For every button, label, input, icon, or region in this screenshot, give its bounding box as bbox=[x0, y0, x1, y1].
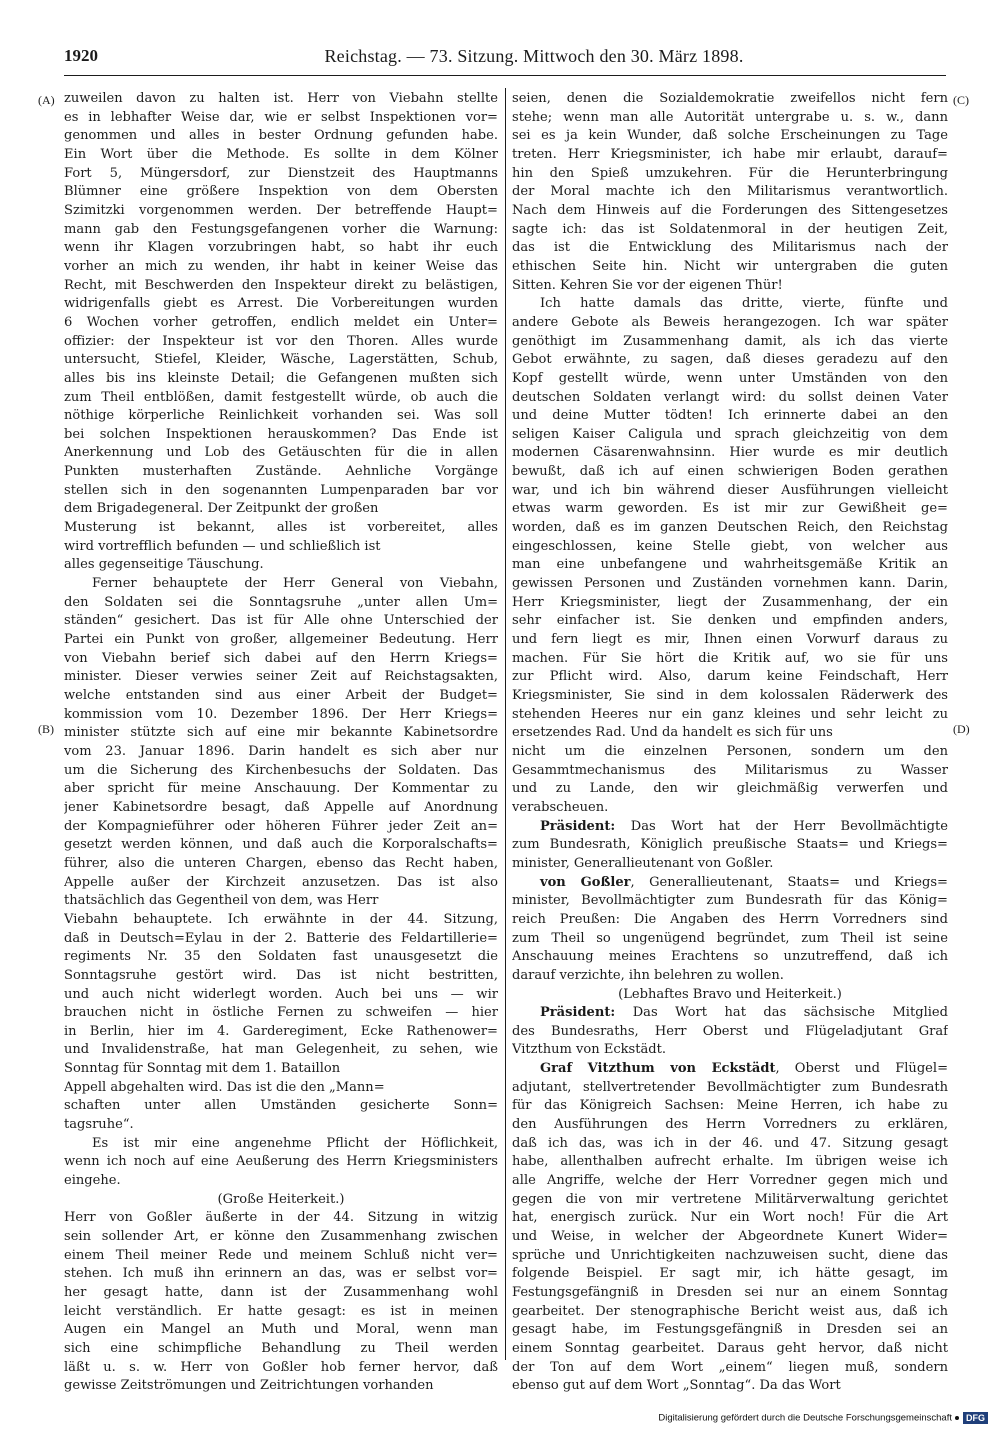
text-line: Sonntag für Sonntag mit dem 1. Bataillon bbox=[64, 1061, 341, 1077]
text-line: verabscheuen. bbox=[512, 799, 609, 815]
text-line: läßt u. s. w. Herr von Goßler hob ferner hervor, daß bbox=[64, 1359, 498, 1375]
text-line: her gesagt hatte, dann ist der Zusammenhang wohl bbox=[64, 1285, 498, 1300]
text-line: Kopf gestellt würde, wenn unter Umständen von den bbox=[512, 370, 948, 386]
text-line: genommen und alles in bester Ordnung gefunden habe. bbox=[64, 128, 498, 144]
text-line: wenn ich noch auf eine Aeußerung des Herrn Kriegsministers bbox=[64, 1154, 498, 1170]
text-line: der Moral machte ich den Militarismus verantwortlich. bbox=[512, 184, 948, 200]
text-line: Kriegsminister, Sie sind in dem kolossalen Räderwerk des bbox=[512, 688, 948, 703]
text-line: seien, denen die Sozialdemokratie zweifellos nicht fern bbox=[512, 91, 948, 106]
text-line: Anerkennung und Lob des Getäuschten für die in allen bbox=[64, 445, 498, 461]
text-line: daß in Deutsch=Eylau in der 2. Batterie des Feldartillerie= bbox=[64, 930, 498, 946]
text-line: etwas warm geworden. Es ist mir zur Gewißheit ge= bbox=[512, 501, 948, 517]
text-line: der Ton auf dem Wort „einem“ liegen muß, sondern bbox=[512, 1359, 948, 1375]
text-line: gewisse Zeitströmungen und Zeitrichtungen vorhanden bbox=[64, 1378, 434, 1394]
text-line: des Bundesraths, Herr Oberst und Flügeladjutant Graf bbox=[512, 1023, 948, 1039]
text-line: widrigenfalls giebt es Arrest. Die Vorbereitungen wurden bbox=[64, 296, 498, 312]
text-line: Punkten musterhaften Zustände. Aehnliche Vorgänge bbox=[64, 464, 498, 480]
text-line: Appell abgehalten wird. Das ist die den „Mann= bbox=[64, 1079, 385, 1095]
margin-marker-b: (B) bbox=[38, 722, 54, 736]
text-line: hat, energisch zurück. Nur ein Wort noch! Für die Art bbox=[512, 1210, 948, 1226]
page-number: 1920 bbox=[64, 46, 98, 65]
right-column bbox=[512, 90, 948, 1396]
text-line: zur Pflicht wird. Also, darum keine Feindschaft, Herr bbox=[512, 669, 948, 685]
text-line: minister, Bevollmächtigter zum Bundesrath für das König= bbox=[512, 893, 948, 909]
text-line: modernen Cäsarenwahnsinn. Hier wurde es mir deutlich bbox=[512, 445, 948, 461]
text-line: thatsächlich das Gegentheil von dem, was Herr bbox=[64, 893, 379, 909]
text-line: stehe; wenn man alle Autorität untergrabe u. s. w., dann bbox=[512, 109, 948, 125]
text-line: der Kompagnieführer oder höheren Führer jeder Zeit an= bbox=[64, 818, 498, 834]
text-line: alles bis ins kleinste Detail; die Gefangenen mußten sich bbox=[64, 370, 498, 386]
text-line: genöthigt im Zusammenhang damit, als ich das vierte bbox=[512, 333, 948, 349]
text-line: habe, allenthalben aufrecht erhalte. Im übrigen weise ich bbox=[512, 1154, 948, 1170]
text-line: vom 23. Januar 1896. Darin handelt es sich aber nur bbox=[64, 743, 498, 759]
text-line: treten. Herr Kriegsminister, ich habe mir erlaubt, darauf= bbox=[512, 146, 948, 162]
text-line: vorher an mich zu wenden, ihr habt in keiner Weise das bbox=[64, 258, 498, 274]
text-line: deutschen Soldaten verlangt wird: du sollst deinen Vater bbox=[512, 389, 948, 405]
text-line: Anschauung meines Erachtens so unzutreffend, daß ich bbox=[512, 949, 948, 965]
text-line: (Große Heiterkeit.) bbox=[217, 1191, 345, 1207]
text-line: wird vortrefflich befunden — und schließlich ist bbox=[64, 538, 381, 554]
text-line: sich eine schimpfliche Behandlung zu Theil werden bbox=[64, 1340, 498, 1356]
text-line: 6 Wochen vorher getroffen, endlich meldet ein Unter= bbox=[64, 314, 498, 330]
text-line: machen. Für Sie hört die Kritik auf, wo sie für uns bbox=[512, 650, 948, 666]
text-line: es in lebhafter Weise dar, wie er selbst Inspektionen vor= bbox=[64, 109, 498, 125]
text-line: dem Brigadegeneral. Der Zeitpunkt der großen bbox=[64, 501, 379, 517]
text-line: gegen die von mir vertretene Militärverwaltung gerichtet bbox=[512, 1191, 948, 1207]
text-line: untersucht, Stiefel, Kleider, Wäsche, Lagerstätten, Schub, bbox=[64, 352, 498, 368]
text-line: Vitzthum von Eckstädt. bbox=[512, 1042, 667, 1058]
margin-marker-c: (C) bbox=[953, 93, 969, 107]
text-line: nicht um die einzelnen Personen, sondern um den bbox=[512, 743, 948, 759]
text-line: aber spricht für meine Anschauung. Der Kommentar zu bbox=[64, 781, 498, 797]
text-line: welche entstanden sind aus einer Arbeit der Budget= bbox=[64, 688, 498, 703]
text-line: und Weise, in welcher der Abgeordnete Kunert Wider= bbox=[512, 1229, 948, 1245]
text-line: regiments Nr. 35 den Soldaten fast unausgesetzt die bbox=[64, 949, 498, 965]
text-line: alles gegenseitige Täuschung. bbox=[64, 557, 264, 573]
text-line: zum Theil entblößen, damit festgestellt würde, ob auch die bbox=[64, 389, 498, 405]
text-line: Viebahn behauptete. Ich erwähnte in der 44. Sitzung, bbox=[64, 911, 498, 927]
text-line: Musterung ist bekannt, alles ist vorbereitet, alles bbox=[64, 520, 498, 536]
left-column bbox=[64, 90, 498, 1396]
text-line: sprüche und Unrichtigkeiten nachzuweisen sucht, diene das bbox=[512, 1247, 948, 1263]
footer-credit bbox=[658, 1412, 988, 1424]
text-line: ebenso gut auf dem Wort „Sonntag“. Da das Wort bbox=[512, 1378, 841, 1394]
text-line: wenn ihr Klagen vorzubringen habt, so habt ihr euch bbox=[64, 240, 498, 256]
column-divider bbox=[505, 88, 506, 1360]
text-line: reich Preußen: Die Angaben des Herrn Vorredners sind bbox=[512, 911, 948, 927]
text-line: sein sollender Art, er könne den Zusammenhang zwischen bbox=[64, 1229, 498, 1245]
text-line: jener Kabinetsordre besagt, daß Appelle auf Anordnung bbox=[64, 799, 498, 815]
text-line: stehenden Heeres nur ein ganz kleines und sehr leicht zu bbox=[512, 706, 948, 722]
text-line: Ein Wort über die Methode. Es sollte in dem Kölner bbox=[64, 146, 498, 162]
text-line: brauchen nicht in östliche Fernen zu schweifen — hier bbox=[64, 1005, 498, 1021]
text-line: man eine unbefangene und wahrheitsgemäße Kritik an bbox=[512, 557, 948, 573]
text-line: andere Gebote als Beweis herangezogen. Ich war später bbox=[512, 314, 948, 330]
text-line: und fern liegt es mir, Ihnen einen Vorwurf daraus zu bbox=[512, 632, 948, 648]
text-line: stehen. Ich muß ihn erinnern an das, was er selbst vor= bbox=[64, 1266, 498, 1282]
text-line: gesagt habe, im Festungsgefängniß in Dresden sei an bbox=[512, 1322, 948, 1338]
text-line: gewissen Personen und Zuständen vornehmen kann. Darin, bbox=[512, 576, 948, 592]
text-line: in Berlin, hier im 4. Garderegiment, Ecke Rathenower= bbox=[64, 1023, 498, 1039]
text-line: hin den Spieß umzukehren. Für die Herunterbringung bbox=[512, 165, 948, 181]
text-line: Es ist mir eine angenehme Pflicht der Höflichkeit, bbox=[92, 1135, 498, 1151]
text-line: eingehe. bbox=[64, 1173, 121, 1189]
text-line: adjutant, stellvertretender Bevollmächtigter zum Bundesrath bbox=[512, 1079, 948, 1095]
text-line: daß ich das, was ich in der 46. und 47. Sitzung gesagt bbox=[512, 1135, 948, 1151]
text-line: Blümner eine größere Inspektion von dem Obersten bbox=[64, 184, 498, 200]
text-line: zum Theil so ungenügend begründet, zum Theil ist seine bbox=[512, 930, 948, 946]
text-line: Sitten. Kehren Sie vor der eigenen Thür! bbox=[512, 277, 783, 293]
text-line: alle Angriffe, welche der Herr Vorredner gegen mich und bbox=[512, 1173, 948, 1189]
text-line: und zu Lande, den wir gleichmäßig verwerfen und bbox=[512, 781, 948, 797]
text-line: Festungsgefängniß in Dresden sei nur an einem Sonntag bbox=[512, 1285, 948, 1300]
text-line: führer, also die unteren Chargen, ebenso das Recht haben, bbox=[64, 855, 498, 871]
text-line: nöthige körperliche Reinlichkeit vorhanden sei. Was soll bbox=[64, 408, 498, 424]
page-header bbox=[64, 42, 946, 72]
text-line: (Lebhaftes Bravo und Heiterkeit.) bbox=[618, 986, 842, 1002]
text-line: minister. Dieser verwies seiner Zeit auf Reichstagsakten, bbox=[64, 669, 498, 685]
text-line: Gebot erwähnte, zu sagen, daß dieses geradezu auf den bbox=[512, 352, 948, 368]
footer-text: Digitalisierung gefördert durch die Deutsche Forschungsgemeinschaft bbox=[658, 1412, 952, 1424]
text-line: und Invalidenstraße, hat man Gelegenheit, zu sehen, wie bbox=[64, 1042, 498, 1058]
text-line: leicht verständlich. Er hatte gesagt: es ist in meinen bbox=[64, 1303, 498, 1319]
text-line: eingeschlossen, keine Stelle giebt, von welcher aus bbox=[512, 538, 948, 554]
text-line: Sonntagsruhe gestört wird. Das ist nicht bestritten, bbox=[64, 967, 498, 983]
text-line: Recht, mit Beschwerden den Inspekteur direkt zu belästigen, bbox=[64, 277, 498, 293]
text-line: Ich hatte damals das dritte, vierte, fünfte und bbox=[540, 296, 948, 312]
text-line: zum Bundesrath, Königlich preußische Staats= und Kriegs= bbox=[512, 837, 948, 853]
text-line: Fort 5, Müngersdorf, zur Dienstzeit des Hauptmanns bbox=[64, 165, 498, 181]
text-line: zuweilen davon zu halten ist. Herr von Viebahn stellte bbox=[64, 91, 498, 106]
text-line: einem Sonntag gearbeitet. Daraus geht hervor, daß nicht bbox=[512, 1340, 948, 1356]
dfg-logo-icon: DFG bbox=[963, 1412, 988, 1424]
text-line: Ferner behauptete der Herr General von Viebahn, bbox=[92, 576, 498, 592]
text-line: Gesammtmechanismus des Militarismus zu Wasser bbox=[512, 762, 948, 778]
text-line: das ist die Entwicklung des Militarismus nach der bbox=[512, 240, 948, 256]
text-line: minister, Generallieutenant von Goßler. bbox=[512, 855, 774, 871]
text-line: von Goßler, Generallieutenant, Staats= und Kriegs= bbox=[540, 874, 948, 890]
text-line: offizier: der Inspekteur ist vor den Thoren. Alles wurde bbox=[64, 333, 498, 349]
text-line: Augen ein Mangel an Muth und Moral, wenn man bbox=[64, 1322, 498, 1338]
text-line: Herr Kriegsminister, liegt der Zusammenhang, der ein bbox=[512, 594, 948, 610]
text-line: kommission vom 10. Dezember 1896. Der Herr Kriegs= bbox=[64, 706, 498, 722]
text-line: Graf Vitzthum von Eckstädt, Oberst und Flügel= bbox=[540, 1061, 948, 1077]
text-line: ethischen Seite hin. Nicht wir untergraben die guten bbox=[512, 258, 948, 274]
text-line: ersetzendes Rad. Und da handelt es sich für uns bbox=[512, 725, 833, 741]
text-line: darauf verzichte, ihn belehren zu wollen. bbox=[512, 967, 784, 983]
text-line: ständen“ gesichert. Das ist für Alle ohne Unterschied der bbox=[64, 613, 498, 629]
bullet-icon bbox=[955, 1416, 959, 1420]
margin-marker-a: (A) bbox=[38, 93, 55, 107]
text-line: sehr einfacher ist. Sie denken und empfinden anders, bbox=[512, 613, 948, 629]
text-line: worden, daß es im ganzen Deutschen Reich, den Reichstag bbox=[512, 520, 948, 536]
text-line: minister stützte sich auf eine mir bekannte Kabinetsordre bbox=[64, 725, 498, 741]
text-line: Appelle außer der Kirchzeit anzusetzen. Das ist also bbox=[64, 874, 498, 890]
text-line: um die Sicherung des Kirchenbesuchs der Soldaten. Das bbox=[64, 762, 498, 778]
text-line: seligen Kaiser Caligula und sprach gleichzeitig von dem bbox=[512, 426, 948, 442]
text-line: Partei ein Punkt von großer, allgemeiner Bedeutung. Herr bbox=[64, 632, 498, 648]
text-line: Szimitzki vorgenommen werden. Der betreffende Haupt= bbox=[64, 202, 498, 218]
text-line: tagsruhe“. bbox=[64, 1117, 134, 1133]
text-line: den Soldaten sei die Sonntagsruhe „unter allen Um= bbox=[64, 594, 498, 610]
running-title: Reichstag. — 73. Sitzung. Mittwoch den 30. März 1898. bbox=[324, 46, 744, 66]
text-line: mann gab den Festungsgefangenen vorher die Warnung: bbox=[64, 221, 498, 237]
text-line: Herr von Goßler äußerte in der 44. Sitzung in witzig bbox=[64, 1210, 498, 1226]
text-line: bewußt, daß ich auf einen schwierigen Boden gerathen bbox=[512, 464, 948, 480]
text-line: von Viebahn berief sich dabei auf den Herrn Kriegs= bbox=[64, 650, 498, 666]
text-line: sei es ja kein Wunder, daß solche Erscheinungen zu Tage bbox=[512, 128, 948, 144]
text-line: bei solchen Inspektionen herauskommen? Das Ende ist bbox=[64, 426, 498, 442]
margin-marker-d: (D) bbox=[953, 722, 970, 736]
text-line: gearbeitet. Der stenographische Bericht weist aus, daß ich bbox=[512, 1303, 948, 1319]
text-line: und auch nicht widerlegt worden. Auch bei uns — wir bbox=[64, 986, 498, 1002]
text-line: für das Königreich Sachsen: Meine Herren, ich habe zu bbox=[512, 1098, 948, 1114]
text-line: Nach dem Hinweis auf die Forderungen des Sittengesetzes bbox=[512, 202, 948, 218]
text-line: und deine Mutter tödten! Ich erinnerte dabei an den bbox=[512, 408, 948, 424]
text-line: den Ausführungen des Herrn Vorredners zu erklären, bbox=[512, 1117, 948, 1133]
text-line: war, und ich bin während dieser Ausführungen vielleicht bbox=[512, 482, 948, 498]
text-line: folgende Beispiel. Er sagt mir, ich hätte gesagt, im bbox=[512, 1266, 948, 1282]
text-line: Präsident: Das Wort hat das sächsische Mitglied bbox=[540, 1005, 948, 1021]
text-line: stellen sich in den sogenannten Lumpenparaden bar vor bbox=[64, 482, 498, 498]
text-line: sagte ich: das ist Soldatenmoral in der heutigen Zeit, bbox=[512, 221, 948, 237]
text-line: Präsident: Das Wort hat der Herr Bevollmächtigte bbox=[540, 818, 948, 834]
text-line: gesetzt werden können, und daß auch die Korporalschafts= bbox=[64, 837, 498, 853]
header-rule bbox=[64, 75, 946, 76]
text-line: schaften unter allen Umständen gesicherte Sonn= bbox=[64, 1098, 498, 1114]
text-line: einem Theil meiner Rede und meinem Schluß nicht ver= bbox=[64, 1247, 498, 1263]
